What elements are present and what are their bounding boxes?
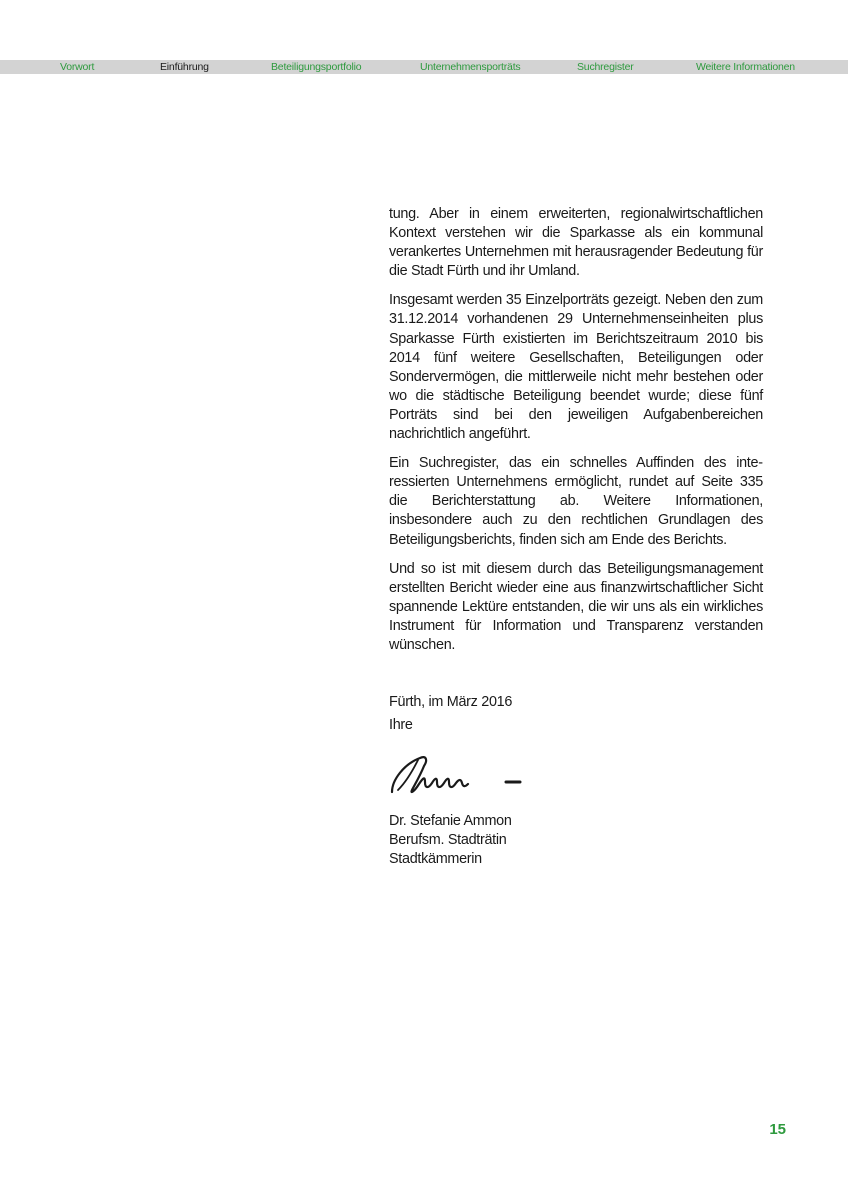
body-text — [389, 205, 763, 665]
nav-link-suchregister[interactable]: Suchregister — [577, 61, 634, 73]
body-paragraph: Ein Suchregister, das ein schnelles Auffinden des interessierten Unternehmens ermöglicht, rundet auf Seite 335 die Berichterstattung ab. Weitere Informationen, insbesondere auch zu den rechtlichen Grundlagen des Beteiligungsberichts, finden sich am Ende des Berichts. — [389, 455, 763, 548]
page-number: 15 — [769, 1121, 786, 1138]
body-paragraph: Und so ist mit diesem durch das Beteiligungsmanagement erstellten Bericht wieder eine aus finanzwirtschaftlicher Sicht spannende Lektüre entstanden, die wir uns als ein wirkliches Instrument für Information und Transparenz verstanden wünschen. — [389, 560, 763, 653]
signer-role: Stadtkämmerin — [389, 851, 482, 868]
body-paragraph: Insgesamt werden 35 Einzelporträts gezeigt. Neben den zum 31.12.2014 vorhandenen 29 Unternehmenseinheiten plus Sparkasse Fürth existierten im Berichtszeitraum 2010 bis 2014 fünf weitere Gesellschaften, Beteiligungen oder Sondervermögen, die mittlerweile nicht mehr bestehen oder wo die städtische Beteiligung beendet wurde; diese fünf Porträts sind bei den jeweiligen Aufgabenbereichen nachrichtlich angeführt. — [389, 292, 763, 443]
closing-block — [389, 693, 763, 735]
body-paragraph: tung. Aber in einem erweiterten, regionalwirtschaftlichen Kontext verstehen wir die Sparkasse als ein kommunal verankertes Unternehmen mit herausragender Bedeutung für die Stadt Fürth und ihr Umland. — [389, 206, 763, 280]
place-date: Fürth, im März 2016 — [389, 694, 513, 710]
handwritten-signature — [386, 742, 534, 806]
top-navigation-bar — [0, 60, 848, 74]
nav-link-vorwort[interactable]: Vorwort — [60, 61, 95, 73]
signer-title: Berufsm. Stadträtin — [389, 832, 507, 849]
salutation: Ihre — [389, 717, 413, 734]
nav-link-beteiligungsportfolio[interactable]: Beteiligungsportfolio — [271, 61, 362, 73]
signer-block — [389, 812, 763, 869]
nav-link-einfuehrung[interactable]: Einführung — [160, 61, 209, 73]
nav-link-unternehmensportraets[interactable]: Unternehmensporträts — [420, 61, 521, 73]
nav-link-weitere-informationen[interactable]: Weitere Informationen — [696, 61, 795, 73]
signer-name: Dr. Stefanie Ammon — [389, 813, 512, 829]
